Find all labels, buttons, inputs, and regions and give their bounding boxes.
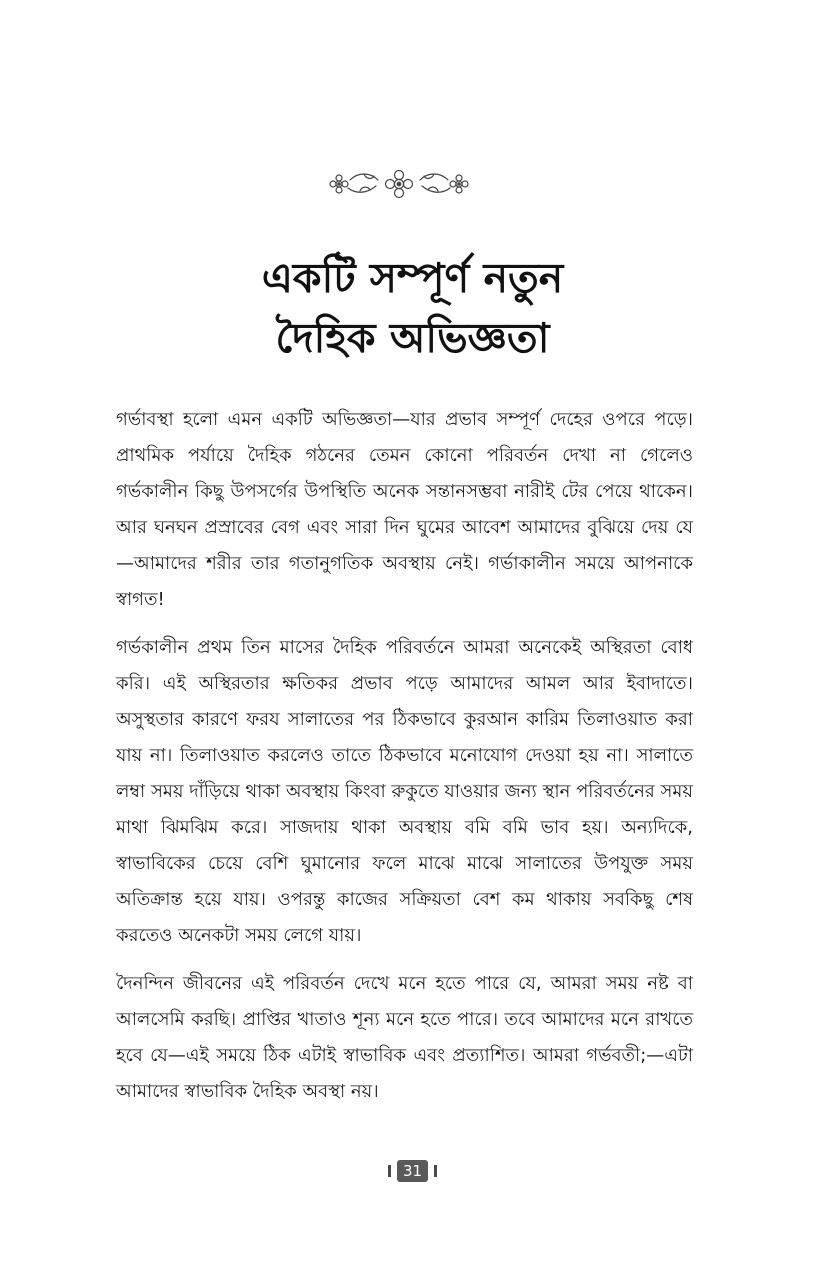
page-number-footer: [0, 1160, 825, 1182]
chapter-title-line-1: একটি সম্পূর্ণ নতুন: [261, 254, 564, 302]
left-bar-icon: [388, 1165, 391, 1177]
chapter-body: [116, 402, 693, 1122]
chapter-title-line-2: দৈহিক অভিজ্ঞতা: [275, 314, 550, 362]
floral-ornament-icon: [326, 164, 472, 204]
page-number: 31: [397, 1160, 428, 1182]
paragraph-1: গর্ভাবস্থা হলো এমন একটি অভিজ্ঞতা—যার প্রভাব সম্পূর্ণ দেহের ওপরে পড়ে। প্রাথমিক পর্যায়ে দৈহিক গঠনের তেমন কোনো পরিবর্তন দেখা না গেলেও গর্ভকালীন কিছু উপসর্গের উপস্থিতি অনেক সন্তানসম্ভবা নারীই টের পেয়ে থাকেন। আর ঘনঘন প্রস্রাবের বেগ এবং সারা দিন ঘুমের আবেশ আমাদের বুঝিয়ে দেয় যে—আমাদের শরীর তার গতানুগতিক অবস্থায় নেই। গর্ভাকালীন সময়ে আপনাকে স্বাগত!: [116, 409, 693, 610]
paragraph-2: গর্ভকালীন প্রথম তিন মাসের দৈহিক পরিবর্তনে আমরা অনেকেই অস্থিরতা বোধ করি। এই অস্থিরতার ক্ষতিকর প্রভাব পড়ে আমাদের আমল আর ইবাদাতে। অসুস্থতার কারণে ফরয সালাতের পর ঠিকভাবে কুরআন কারিম তিলাওয়াত করা যায় না। তিলাওয়াত করলেও তাতে ঠিকভাবে মনোযোগ দেওয়া হয় না। সালাতে লম্বা সময় দাঁড়িয়ে থাকা অবস্থায় কিংবা রুকুতে যাওয়ার জন্য স্থান পরিবর্তনের সময় মাথা ঝিমঝিম করে। সাজদায় থাকা অবস্থায় বমি বমি ভাব হয়। অন্যদিকে, স্বাভাবিকের চেয়ে বেশি ঘুমানোর ফলে মাঝে মাঝে সালাতের উপযুক্ত সময় অতিক্রান্ত হয়ে যায়। ওপরন্তু কাজের সক্রিয়তা বেশ কম থাকায় সবকিছু শেষ করতেও অনেকটা সময় লেগে যায়।: [116, 637, 693, 946]
paragraph-3: দৈনন্দিন জীবনের এই পরিবর্তন দেখে মনে হতে পারে যে, আমরা সময় নষ্ট বা আলসেমি করছি। প্রাপ্তির খাতাও শূন্য মনে হতে পারে। তবে আমাদের মনে রাখতে হবে যে—এই সময়ে ঠিক এটাই স্বাভাবিক এবং প্রত্যাশিত। আমরা গর্ভবতী;—এটা আমাদের স্বাভাবিক দৈহিক অবস্থা নয়।: [116, 973, 693, 1102]
right-bar-icon: [434, 1165, 437, 1177]
